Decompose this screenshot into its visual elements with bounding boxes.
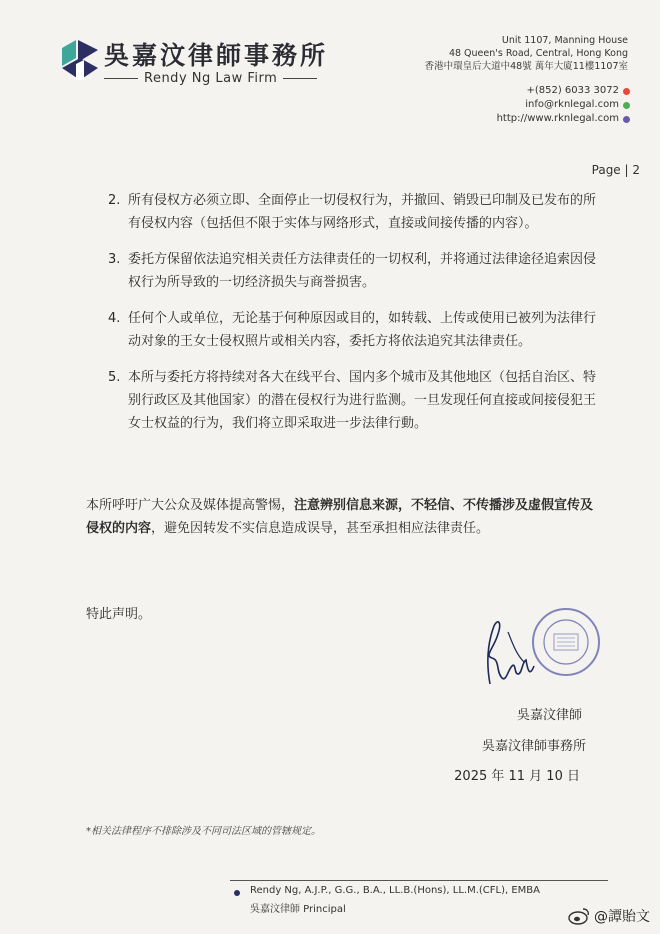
appeal-emphasis: 注意辨别信息来源，不轻信、不传播涉及虚假宣传及侵权的内容 <box>86 498 594 536</box>
purple-dot-icon <box>623 116 630 123</box>
item-number: 5. <box>108 370 121 385</box>
firm-name-english: Rendy Ng Law Firm <box>144 71 278 86</box>
footer-title: 吳嘉汶律師 Principal <box>250 904 346 915</box>
company-seal-stamp <box>530 606 602 678</box>
watermark-text: @譚貽文 <box>594 909 650 925</box>
website-url: http://www.rknlegal.com <box>496 113 619 124</box>
item-text: 委托方保留依法追究相关责任方法律责任的一切权利，并将通过法律途径追索因侵权行为所导致的一切经济损失与商誉损害。 <box>128 252 597 290</box>
website-row <box>497 112 630 126</box>
watermark <box>568 906 650 926</box>
green-dot-icon <box>623 102 630 109</box>
divider <box>104 78 138 79</box>
divider <box>283 78 317 79</box>
red-dot-icon <box>623 88 630 95</box>
address-line: Unit 1107, Manning House <box>501 35 628 46</box>
address-line: 48 Queen's Road, Central, Hong Kong <box>448 48 628 59</box>
item-number: 2. <box>108 193 121 208</box>
appeal-text-end: ，避免因转发不实信息造成误导，甚至承担相应法律责任。 <box>151 521 490 536</box>
letter-date: 2025 年 11 月 10 日 <box>454 769 580 784</box>
list-item <box>108 366 598 435</box>
signer-name: 吳嘉汶律師 <box>516 708 582 723</box>
phone-number: +(852) 6033 3072 <box>526 85 619 96</box>
firm-logo-icon <box>62 40 98 80</box>
footer-divider <box>230 880 608 881</box>
appeal-text: 本所呼吁广大公众及媒体提高警惕， <box>86 498 295 513</box>
list-item <box>108 248 598 294</box>
closing-statement: 特此声明。 <box>86 607 152 622</box>
footer-bullet-icon <box>234 890 240 896</box>
firm-name-chinese: 吳嘉汶律師事務所 <box>104 41 329 70</box>
footnote: *相关法律程序不排除涉及不同司法区域的管辖规定。 <box>86 826 321 837</box>
email-row <box>497 98 630 112</box>
item-number: 3. <box>108 252 121 267</box>
email-address: info@rknlegal.com <box>525 99 619 110</box>
numbered-list <box>108 189 598 448</box>
phone-row <box>497 84 630 98</box>
firm-name-english-row <box>104 71 317 86</box>
weibo-logo-icon <box>568 907 590 925</box>
contact-info <box>497 84 630 126</box>
list-item <box>108 307 598 353</box>
signer-firm: 吳嘉汶律師事務所 <box>481 739 586 754</box>
item-text: 所有侵权方必须立即、全面停止一切侵权行为，并撤回、销毁已印制及已发布的所有侵权内容（包括但不限于实体与网络形式，直接或间接传播的内容）。 <box>128 193 597 231</box>
item-text: 任何个人或单位，无论基于何种原因或目的，如转载、上传或使用已被列为法律行动对象的王女士侵权照片或相关内容，委托方将依法追究其法律责任。 <box>128 311 597 349</box>
firm-address <box>425 34 628 73</box>
address-line: 香港中環皇后大道中48號 萬年大廈11樓1107室 <box>424 61 628 72</box>
item-number: 4. <box>108 311 121 326</box>
page-number: Page | 2 <box>591 163 640 177</box>
list-item <box>108 189 598 235</box>
item-text: 本所与委托方将持续对各大在线平台、国内多个城市及其他地区（包括自治区、特别行政区及其他国家）的潜在侵权行为进行监测。一旦发现任何直接或间接侵犯王女士权益的行为，我们将立即采取进一步法律行動。 <box>128 370 597 431</box>
public-appeal-paragraph <box>86 494 596 540</box>
footer-credentials: Rendy Ng, A.J.P., G.G., B.A., LL.B.(Hons), LL.M.(CFL), EMBA <box>250 885 540 896</box>
